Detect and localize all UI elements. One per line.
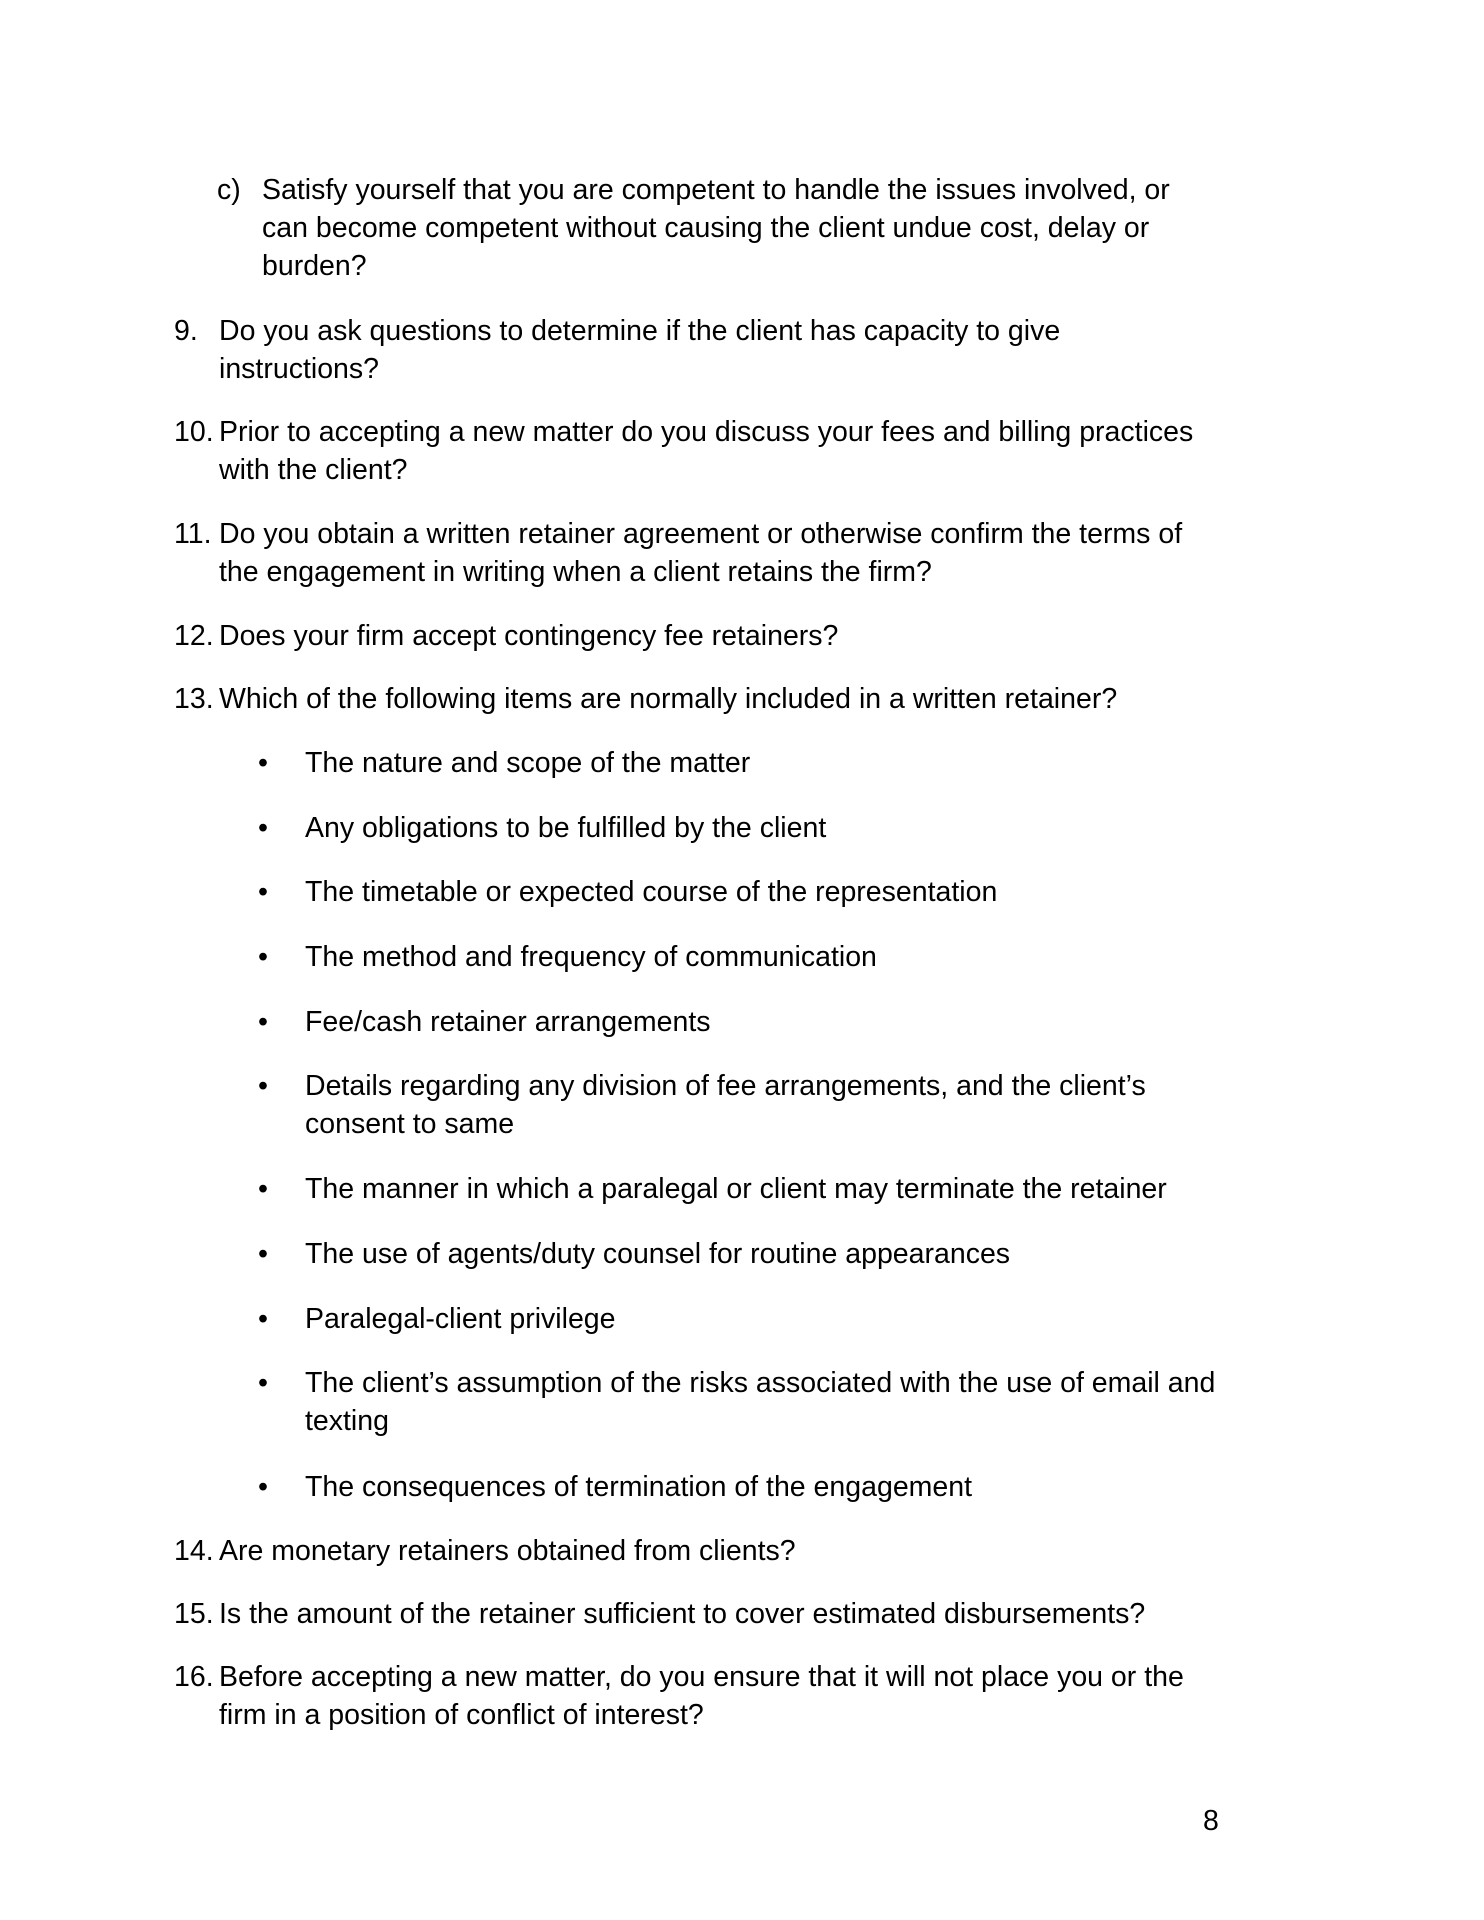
question-number: 10. (174, 416, 214, 448)
page-number: 8 (1203, 1805, 1219, 1837)
sub-item-text: Satisfy yourself that you are competent to handle the issues involved, or can become competent without causing the client undue cost, delay or burden? (262, 174, 1170, 282)
sub-item-marker: c) (217, 174, 241, 206)
list-item-text: Fee/cash retainer arrangements (305, 1006, 711, 1038)
question-text: Is the amount of the retainer sufficient to cover estimated disbursements? (219, 1598, 1146, 1630)
bullet-icon: • (258, 1471, 268, 1503)
bullet-icon: • (258, 1367, 268, 1399)
bullet-icon: • (258, 1070, 268, 1102)
list-item-text: The use of agents/duty counsel for routine appearances (305, 1238, 1011, 1270)
list-item-text: The method and frequency of communication (305, 941, 877, 973)
question-text: Are monetary retainers obtained from clients? (219, 1535, 796, 1567)
bullet-icon: • (258, 812, 268, 844)
question-number: 12. (174, 620, 214, 652)
question-number: 11. (174, 518, 212, 550)
bullet-icon: • (258, 941, 268, 973)
question-number: 13. (174, 683, 214, 715)
bullet-icon: • (258, 876, 268, 908)
question-number: 16. (174, 1661, 214, 1693)
list-item-text: Any obligations to be fulfilled by the client (305, 812, 827, 844)
list-item-text: The nature and scope of the matter (305, 747, 751, 779)
list-item-text: The timetable or expected course of the representation (305, 876, 998, 908)
bullet-icon: • (258, 747, 268, 779)
question-number: 14. (174, 1535, 214, 1567)
question-text: Do you ask questions to determine if the client has capacity to give instructions? (219, 315, 1061, 385)
question-number: 15. (174, 1598, 214, 1630)
list-item-text: Details regarding any division of fee arrangements, and the client’s consent to same (305, 1070, 1146, 1140)
bullet-icon: • (258, 1303, 268, 1335)
question-text: Does your firm accept contingency fee retainers? (219, 620, 839, 652)
question-number: 9. (174, 315, 198, 347)
list-item-text: Paralegal-client privilege (305, 1303, 616, 1335)
question-text: Which of the following items are normally included in a written retainer? (219, 683, 1118, 715)
bullet-icon: • (258, 1173, 268, 1205)
bullet-icon: • (258, 1238, 268, 1270)
list-item-text: The client’s assumption of the risks associated with the use of email and texting (305, 1367, 1216, 1437)
bullet-icon: • (258, 1006, 268, 1038)
list-item-text: The consequences of termination of the engagement (305, 1471, 973, 1503)
question-text: Do you obtain a written retainer agreement or otherwise confirm the terms of the engagement in writing when a client retains the firm? (219, 518, 1183, 588)
question-text: Prior to accepting a new matter do you discuss your fees and billing practices with the client? (219, 416, 1194, 486)
list-item-text: The manner in which a paralegal or client may terminate the retainer (305, 1173, 1167, 1205)
question-text: Before accepting a new matter, do you ensure that it will not place you or the firm in a position of conflict of interest? (219, 1661, 1184, 1731)
